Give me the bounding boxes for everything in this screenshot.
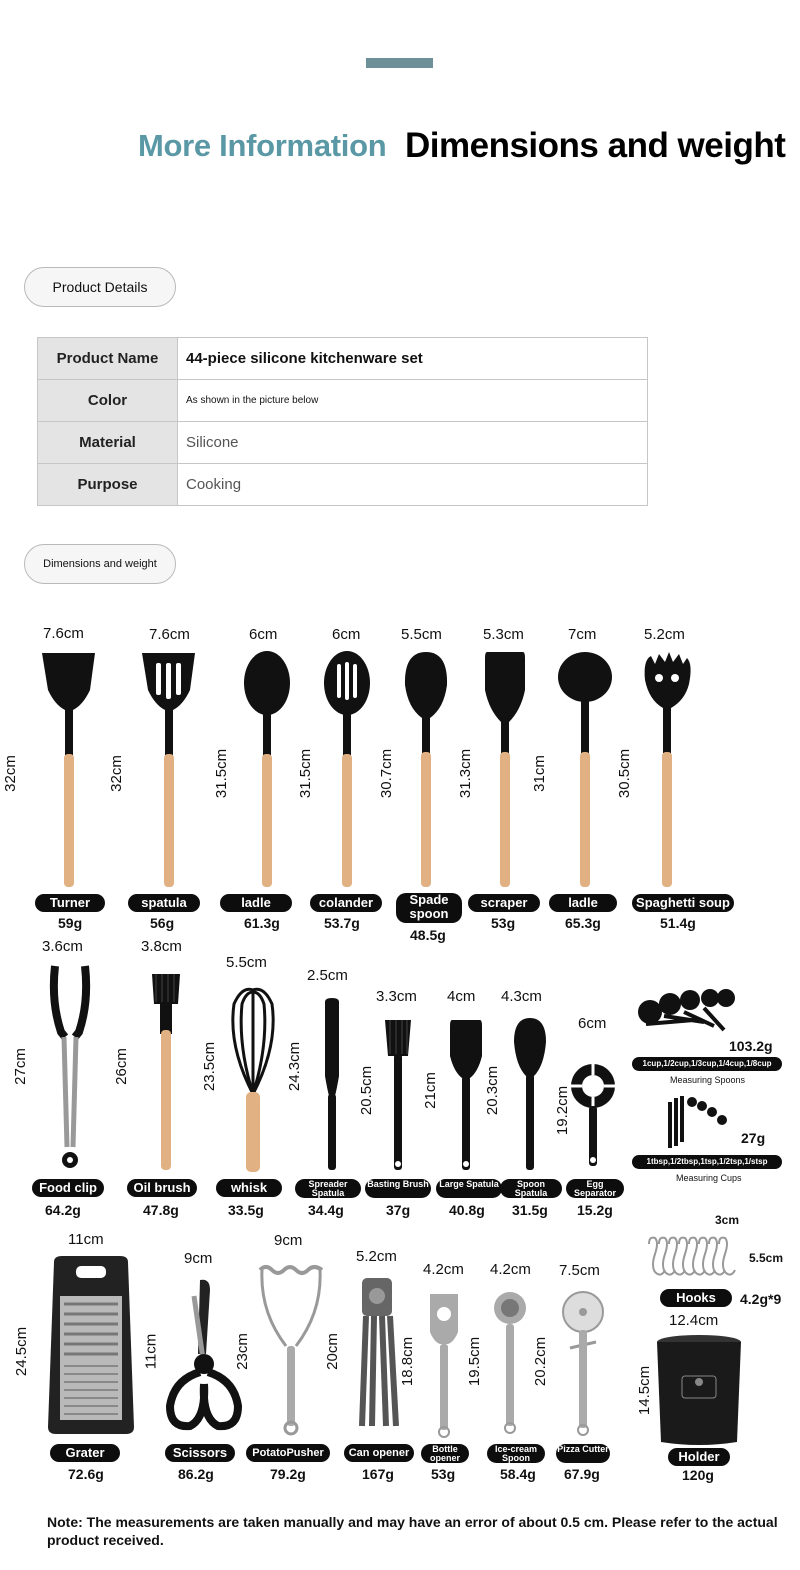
height-label: 31.3cm [457, 748, 475, 799]
top-accent-bar [366, 58, 433, 68]
item-weight: 47.8g [143, 1202, 179, 1218]
item-weight: 53g [431, 1466, 456, 1482]
item-label: Pizza Cutter [556, 1444, 610, 1463]
item-label: Large Spatula [436, 1179, 502, 1198]
dimensions-pill [24, 544, 176, 584]
height-label: 27cm [11, 1048, 29, 1085]
width-label: 6cm [249, 626, 278, 643]
item-weight: 167g [362, 1466, 394, 1482]
spec-value: Silicone [178, 422, 648, 464]
item-weight: 72.6g [68, 1466, 104, 1482]
item-weight: 53.7g [324, 915, 360, 931]
item-weight: 34.4g [308, 1202, 344, 1218]
width-label: 6cm [578, 1015, 607, 1032]
item-weight: 86.2g [178, 1466, 214, 1482]
item-label: Basting Brush [365, 1179, 431, 1198]
item-label: scraper [468, 894, 540, 912]
width-label: 4.2cm [423, 1261, 464, 1278]
item-weight: 61.3g [244, 915, 280, 931]
product-details-label: Product Details [52, 279, 148, 295]
item-label: Grater [50, 1444, 120, 1462]
height-label: 23cm [233, 1333, 251, 1370]
egg-separator-icon [568, 1046, 618, 1176]
header-dimensions-weight: Dimensions and weight [405, 126, 786, 165]
height-label: 20.3cm [484, 1065, 502, 1116]
width-label: 3.3cm [376, 988, 417, 1005]
s-hooks-icon [645, 1234, 745, 1284]
height-label: 20.2cm [532, 1336, 550, 1387]
item-weight: 51.4g [660, 915, 696, 931]
width-label: 7.5cm [559, 1262, 600, 1279]
potato-masher-icon [252, 1262, 332, 1442]
height-label: 11cm [142, 1333, 160, 1370]
item-label: 1cup,1/2cup,1/3cup,1/4cup,1/8cup [632, 1057, 782, 1071]
item-label: Oil brush [127, 1179, 197, 1197]
width-label: 3cm [715, 1213, 740, 1227]
width-label: 4.3cm [501, 988, 542, 1005]
width-label: 5.5cm [401, 626, 442, 643]
tongs-icon [47, 962, 97, 1177]
item-label: 1tbsp,1/2tbsp,1tsp,1/2tsp,1/stsp [632, 1155, 782, 1169]
item-label: Spaghetti soup [632, 894, 734, 912]
measuring-cups-icon [662, 1092, 732, 1152]
item-label: Can opener [344, 1444, 414, 1462]
spec-value: 44-piece silicone kitchenware set [178, 338, 648, 380]
caption: Measuring Spoons [670, 1075, 746, 1085]
large-spatula-icon [446, 1016, 486, 1176]
ice-cream-scoop-icon [490, 1288, 530, 1438]
item-weight: 33.5g [228, 1202, 264, 1218]
utensil-holder-icon [654, 1334, 744, 1449]
height-label: 21cm [421, 1072, 439, 1109]
width-label: 2.5cm [307, 967, 348, 984]
item-label: PotatoPusher [246, 1444, 330, 1462]
height-label: 26cm [112, 1048, 130, 1085]
item-weight: 4.2g*9 [740, 1291, 782, 1307]
height-label: 14.5cm [636, 1365, 654, 1416]
item-weight: 37g [386, 1202, 411, 1218]
turner-icon [39, 650, 99, 890]
item-weight: 64.2g [45, 1202, 81, 1218]
item-label: ladle [549, 894, 617, 912]
item-label: Food clip [32, 1179, 104, 1197]
header-more-information: More Information [138, 128, 387, 163]
measuring-spoons-icon [634, 986, 744, 1046]
basting-brush-icon [378, 1016, 418, 1176]
height-label: 18.8cm [399, 1336, 417, 1387]
item-label: Holder [668, 1448, 730, 1466]
measurement-note: Note: The measurements are taken manually and may have an error of about 0.5 cm. Please refer to the actual product received. [47, 1514, 778, 1548]
spade-spoon-icon [396, 650, 456, 890]
item-weight: 67.9g [564, 1466, 600, 1482]
height-label: 31.5cm [213, 748, 231, 799]
spec-table [37, 337, 648, 506]
ladle-icon [555, 650, 615, 890]
product-details-pill [24, 267, 176, 307]
width-label: 3.8cm [141, 938, 182, 955]
height-label: 20.5cm [358, 1065, 376, 1116]
ladle-icon [237, 650, 297, 890]
item-label: Bottle opener [421, 1444, 469, 1463]
item-weight: 65.3g [565, 915, 601, 931]
height-label: 30.5cm [616, 748, 634, 799]
item-weight: 59g [58, 915, 83, 931]
item-label: Turner [35, 894, 105, 912]
spec-key: Purpose [38, 464, 178, 506]
table-row [38, 422, 648, 464]
width-label: 5.5cm [226, 954, 267, 971]
height-label: 19.5cm [466, 1336, 484, 1387]
spec-value: Cooking [178, 464, 648, 506]
item-weight: 56g [150, 915, 175, 931]
item-weight: 27g [741, 1130, 766, 1146]
spatula-icon [139, 650, 199, 890]
height-label: 30.7cm [378, 748, 396, 799]
item-weight: 58.4g [500, 1466, 536, 1482]
width-label: 5.2cm [356, 1248, 397, 1265]
item-label: Ice-cream Spoon [487, 1444, 545, 1463]
item-weight: 48.5g [410, 927, 446, 943]
height-label: 32cm [107, 755, 125, 792]
table-row [38, 338, 648, 380]
pizza-cutter-icon [558, 1290, 608, 1440]
scraper-icon [475, 650, 535, 890]
item-weight: 103.2g [729, 1038, 773, 1054]
item-label: colander [310, 894, 382, 912]
width-label: 4cm [447, 988, 476, 1005]
item-weight: 79.2g [270, 1466, 306, 1482]
item-label: whisk [216, 1179, 282, 1197]
item-label: Scissors [165, 1444, 235, 1462]
item-label: Spreader Spatula [295, 1179, 361, 1198]
dimensions-label: Dimensions and weight [43, 558, 157, 570]
height-label: 23.5cm [201, 1041, 219, 1092]
item-weight: 53g [491, 915, 516, 931]
whisk-icon [228, 986, 278, 1176]
spoon-spatula-icon [510, 1016, 550, 1176]
item-label: Egg Separator [566, 1179, 624, 1198]
item-weight: 40.8g [449, 1202, 485, 1218]
item-weight: 120g [682, 1467, 714, 1483]
caption: Measuring Cups [676, 1173, 742, 1183]
grater-icon [42, 1252, 142, 1442]
width-label: 5.3cm [483, 626, 524, 643]
spaghetti-server-icon [637, 650, 697, 890]
spec-value: As shown in the picture below [178, 380, 648, 422]
width-label: 3.6cm [42, 938, 83, 955]
spec-key: Material [38, 422, 178, 464]
width-label: 9cm [274, 1232, 303, 1249]
scissors-icon [164, 1276, 244, 1436]
bottle-opener-icon [424, 1292, 464, 1442]
table-row [38, 380, 648, 422]
item-label: Spoon Spatula [500, 1179, 562, 1198]
item-label: spatula [128, 894, 200, 912]
width-label: 12.4cm [669, 1312, 719, 1329]
item-weight: 31.5g [512, 1202, 548, 1218]
height-label: 24.5cm [13, 1326, 31, 1377]
height-label: 19.2cm [554, 1085, 572, 1136]
width-label: 5.2cm [644, 626, 685, 643]
item-weight: 15.2g [577, 1202, 613, 1218]
width-label: 4.2cm [490, 1261, 531, 1278]
item-label: Spade spoon [396, 893, 462, 923]
height-label: 5.5cm [749, 1251, 784, 1265]
table-row [38, 464, 648, 506]
width-label: 7.6cm [149, 626, 190, 643]
colander-icon [317, 650, 377, 890]
width-label: 11cm [68, 1231, 104, 1248]
height-label: 31.5cm [297, 748, 315, 799]
height-label: 32cm [1, 755, 19, 792]
width-label: 9cm [184, 1250, 213, 1267]
width-label: 6cm [332, 626, 361, 643]
item-label: Hooks [660, 1289, 732, 1307]
spreader-icon [317, 996, 347, 1176]
height-label: 24.3cm [286, 1041, 304, 1092]
brush-icon [146, 972, 186, 1177]
width-label: 7cm [568, 626, 597, 643]
spec-key: Color [38, 380, 178, 422]
width-label: 7.6cm [43, 625, 84, 642]
height-label: 20cm [323, 1333, 341, 1370]
item-label: ladle [220, 894, 292, 912]
height-label: 31cm [530, 755, 548, 792]
spec-key: Product Name [38, 338, 178, 380]
